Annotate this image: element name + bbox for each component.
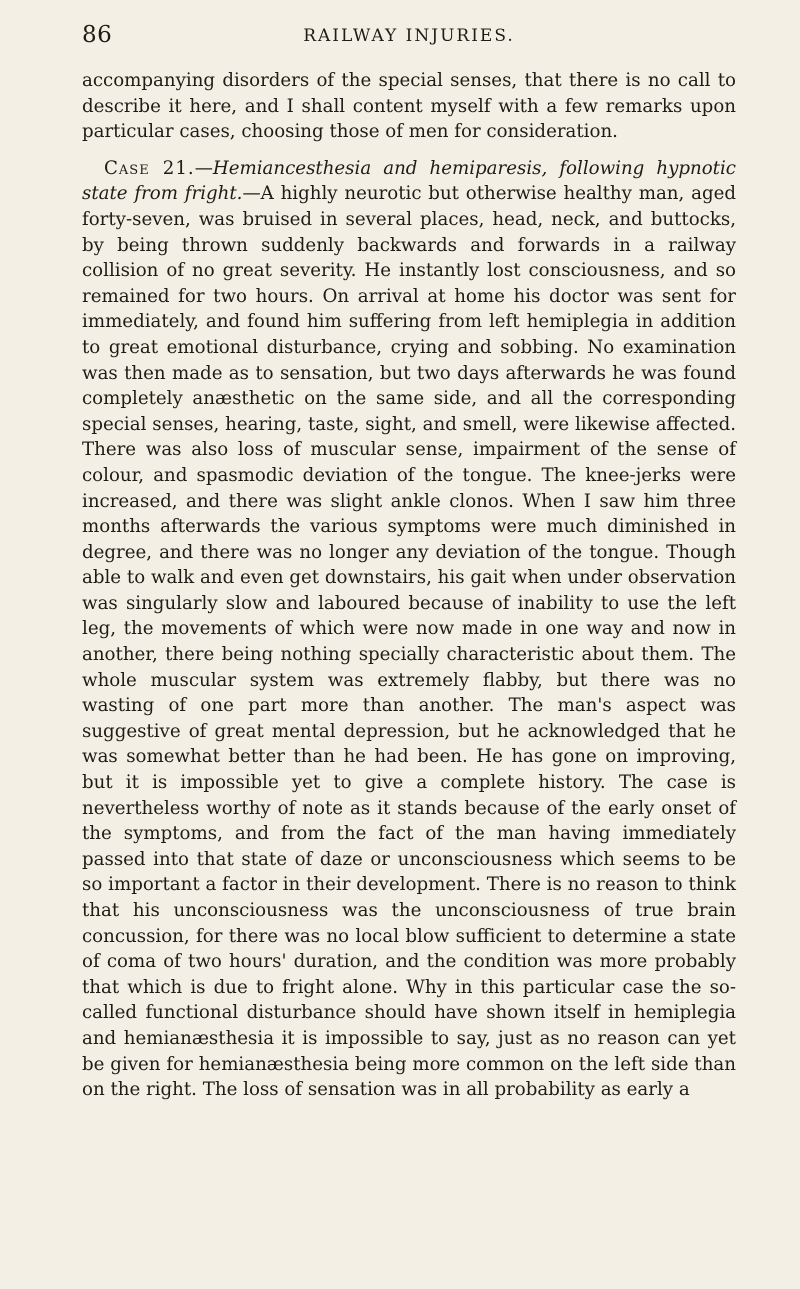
case-paragraph	[82, 156, 736, 1103]
case-label-dash: —	[194, 157, 213, 179]
page-number: 86	[82, 22, 113, 48]
intro-paragraph: accompanying disorders of the special senses, that there is no call to describe it here, and I shall content myself with a few remarks upon particular cases, choosing those of men for consideration.	[82, 70, 736, 143]
body-text	[82, 68, 736, 1103]
case-title-dash: —	[242, 183, 261, 205]
page-header	[82, 22, 736, 68]
case-body: A highly neurotic but otherwise healthy man, aged forty-seven, was bruised in several places, head, neck, and buttocks, by being thrown suddenly backwards and forwards in a railway collision of no great severity. He instantly lost consciousness, and so remained for two hours. On arrival at home his doctor was sent for immediately, and found him suffering from left hemiplegia in addition to great emotional disturbance, crying and sobbing. No examination was then made as to sensation, but two days afterwards he was found completely anæsthetic on the same side, and all the corresponding special senses, hearing, taste, sight, and smell, were likewise affected. There was also loss of muscular sense, impairment of the sense of colour, and spasmodic deviation of the tongue. The knee-jerks were increased, and there was slight ankle clonos. When I saw him three months afterwards the various symptoms were much diminished in degree, and there was no longer any deviation of the tongue. Though able to walk and even get downstairs, his gait when under observation was singularly slow and laboured because of inability to use the left leg, the movements of which were now made in one way and now in another, there being nothing specially characteristic about them. The whole muscular system was extremely flabby, but there was no wasting of one part more than another. The man's aspect was suggestive of great mental depression, but he acknowledged that he was somewhat better than he had been. He has gone on improving, but it is impossible yet to give a complete history. The case is nevertheless worthy of note as it stands because of the early onset of the symptoms, and from the fact of the man having immediately passed into that state of daze or unconsciousness which seems to be so important a factor in their development. There is no reason to think that his unconsciousness was the unconsciousness of true brain concussion, for there was no local blow sufficient to determine a state of coma of two hours' duration, and the condition was more probably that which is due to fright alone. Why in this particular case the so-called functional disturbance should have shown itself in hemiplegia and hemianæsthesia it is impossible to say, just as no reason can yet be given for hemianæsthesia being more common on the left side than on the right. The loss of sensation was in all probability as early a	[82, 183, 736, 1101]
case-title: Hemiancesthesia and hemiparesis, following hypnotic state from fright.	[82, 157, 736, 205]
case-label: Case 21.	[104, 157, 195, 179]
running-title: RAILWAY INJURIES.	[303, 26, 515, 46]
